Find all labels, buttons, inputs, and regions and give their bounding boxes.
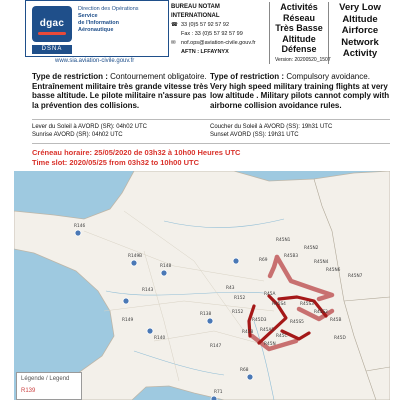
svg-text:R45B: R45B (330, 318, 342, 323)
svg-text:R152: R152 (232, 310, 244, 315)
sunset-info: Coucher du Soleil à AVORD (SS): 19h31 UTC Sunset AVORD (SS): 19h31 UTC (210, 124, 333, 138)
divider (32, 119, 390, 120)
svg-text:R45N1: R45N1 (276, 238, 291, 243)
svg-text:R45C: R45C (276, 334, 288, 339)
svg-text:R45N: R45N (264, 342, 276, 347)
svg-text:R45A: R45A (264, 292, 276, 297)
svg-text:R140: R140 (154, 336, 166, 341)
legend-item: R139 (21, 388, 36, 394)
notam-header (25, 0, 387, 69)
phone-icon: ☎ (171, 22, 178, 28)
title-fr: Activités Réseau Très Basse Altitude Défense (275, 2, 323, 54)
svg-text:R45N7: R45N7 (348, 274, 363, 279)
svg-text:R146: R146 (74, 224, 86, 229)
svg-text:R45S5: R45S5 (290, 320, 304, 325)
svg-text:R148: R148 (160, 264, 172, 269)
bureau-contact (171, 3, 265, 57)
svg-text:R45S2: R45S2 (314, 310, 328, 315)
svg-text:R152: R152 (234, 296, 246, 301)
svg-text:R45D: R45D (334, 336, 346, 341)
dgac-logo (25, 0, 169, 57)
logo-service-lines: Direction des Opérations Service de l'Information Aéronautique (78, 6, 139, 33)
title-en: Very Low Altitude Airforce Network Activity (339, 2, 381, 59)
svg-text:R138: R138 (200, 312, 212, 317)
restriction-fr: Type de restriction : Contournement obligatoire. Entraînement militaire très grande vitesse très basse altitude. Le pilote militaire n'assure pas la prévention des collisions. (32, 72, 209, 110)
activity-map (14, 171, 390, 400)
svg-text:R45N4: R45N4 (314, 260, 329, 265)
email-icon: ✉ (171, 40, 176, 46)
map-legend (16, 372, 82, 400)
sunrise-info: Lever du Soleil à AVORD (SR): 04h02 UTC Sunrise AVORD (SR): 04h02 UTC (32, 124, 147, 138)
restriction-en: Type of restriction : Compulsory avoidance. Very high speed military training flights at very low altitude . Military pilots cannot comply with airborne collision avoidance rules. (210, 72, 390, 110)
svg-text:R69: R69 (259, 258, 268, 263)
logo-wave-icon (38, 32, 66, 35)
svg-text:R45S4: R45S4 (272, 302, 286, 307)
header-divider (328, 2, 329, 64)
dgac-mark (32, 6, 72, 42)
aftn-address: AFTN : LFFAYNYX (181, 49, 229, 55)
divider (32, 143, 390, 144)
version-label: Version: 20200520_1507 (275, 57, 331, 63)
svg-text:R45D3: R45D3 (252, 318, 267, 323)
legend-title: Légende / Legend (21, 376, 70, 382)
svg-text:R438: R438 (242, 330, 254, 335)
time-slot-en: Time slot: 2020/05/25 from 03h32 to 10h00 UTC (32, 158, 200, 167)
tel-number: 33 (0)5 57 92 57 92 (181, 22, 230, 28)
svg-text:R149: R149 (122, 318, 134, 323)
fax-number: Fax : 33 (0)5 57 92 57 99 (181, 31, 243, 37)
svg-text:R147: R147 (210, 344, 222, 349)
svg-text:R45A5: R45A5 (260, 328, 275, 333)
svg-text:R68: R68 (240, 368, 249, 373)
svg-text:R45B3: R45B3 (284, 254, 299, 259)
svg-text:R45N2: R45N2 (304, 246, 319, 251)
dsna-label: DSNA (32, 45, 72, 54)
site-url[interactable]: www.sia.aviation-civile.gouv.fr (55, 58, 135, 64)
svg-text:R43: R43 (226, 286, 235, 291)
bureau-title: BUREAU NOTAM INTERNATIONAL (171, 4, 220, 19)
email-address[interactable]: nof.ops@aviation-civile.gouv.fr (181, 40, 256, 46)
time-slot-fr: Créneau horaire: 25/05/2020 de 03h32 à 10h00 Heures UTC (32, 148, 241, 157)
svg-text:R143: R143 (142, 288, 154, 293)
svg-text:R45S3: R45S3 (300, 302, 314, 307)
svg-text:R45N6: R45N6 (326, 268, 341, 273)
svg-text:R71: R71 (214, 390, 223, 395)
svg-text:R149B: R149B (128, 254, 143, 259)
header-divider (269, 2, 270, 64)
dgac-wordmark: dgac (39, 18, 65, 29)
